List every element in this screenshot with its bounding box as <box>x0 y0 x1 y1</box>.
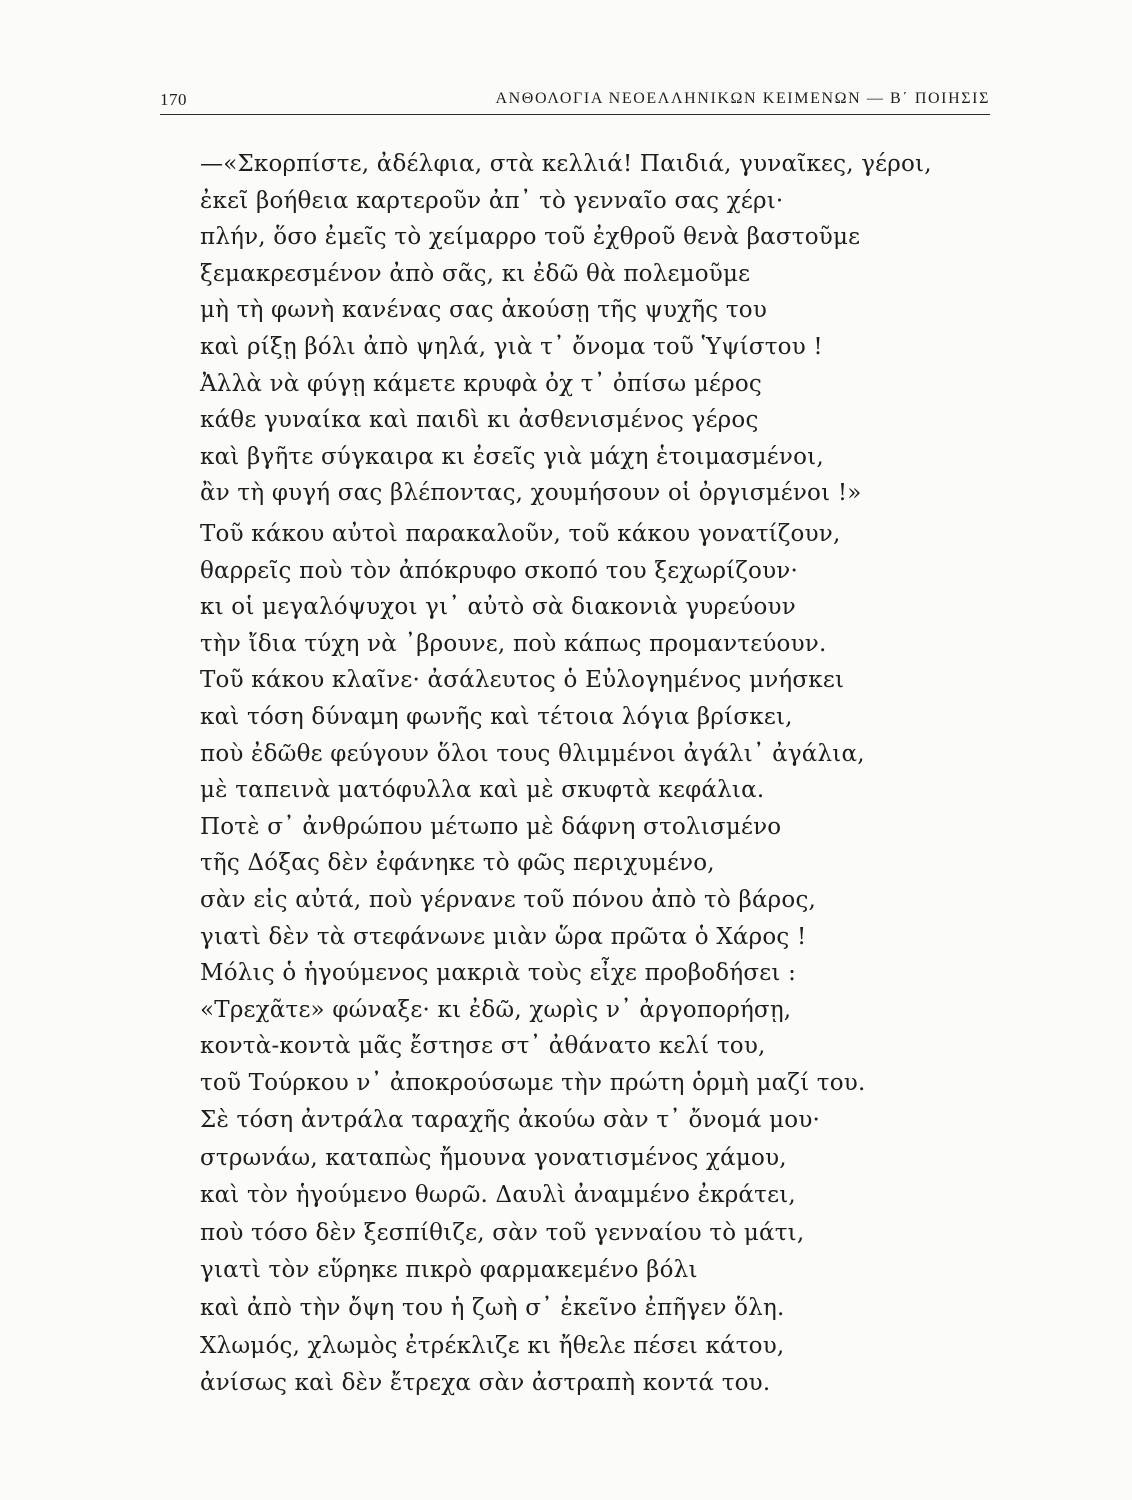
page-number: 170 <box>160 90 187 109</box>
poem-line: Τοῦ κάκου κλαῖνε· ἀσάλευτος ὁ Εὐλογημένος μνήσκει <box>200 667 845 694</box>
poem-line: Σὲ τόση ἀντράλα ταραχῆς ἀκούω σὰν τ᾿ ὄνομά μου· <box>200 1107 821 1133</box>
page-header <box>160 86 990 115</box>
stanza-2 <box>200 516 920 1102</box>
poem-line: καὶ ἀπὸ τὴν ὄψη του ἡ ζωὴ σ᾿ ἐκεῖνο ἐπῆγεν ὅλη. <box>200 1294 785 1321</box>
poem-line: Ἀλλὰ νὰ φύγῃ κάμετε κρυφὰ ὀχ τ᾿ ὀπίσω μέρος <box>200 370 762 397</box>
poem-line: τὴν ἴδια τύχη νὰ ᾿βρουνε, ποὺ κάπως προμαντεύουν. <box>200 630 827 657</box>
poem-line: ἀνίσως καὶ δὲν ἔτρεχα σὰν ἀστραπὴ κοντά του. <box>200 1370 771 1397</box>
poem-line: ἂν τὴ φυγή σας βλέποντας, χουμήσουν οἱ ὀργισμένοι !» <box>200 480 862 507</box>
poem-line: καὶ τόση δύναμη φωνῆς καὶ τέτοια λόγια βρίσκει, <box>200 703 793 730</box>
poem-line: Μόλις ὁ ἡγούμενος μακριὰ τοὺς εἶχε προβοδήσει : <box>200 960 797 987</box>
poem-line: σὰν εἰς αὐτά, ποὺ γέρνανε τοῦ πόνου ἀπὸ τὸ βάρος, <box>200 886 817 913</box>
poem-line: ποὺ ἐδῶθε φεύγουν ὅλοι τους θλιμμένοι ἀγάλι᾿ ἀγάλια, <box>200 740 865 767</box>
poem-line: Ποτὲ σ᾿ ἀνθρώπου μέτωπο μὲ δάφνη στολισμένο <box>200 813 782 840</box>
poem-line: —«Σκορπίστε, ἀδέλφια, στὰ κελλιά! Παιδιά, γυναῖκες, γέροι, <box>200 151 932 177</box>
stanza-1 <box>200 146 932 512</box>
poem-line: στρωνάω, καταπὼς ἤμουνα γονατισμένος χάμου, <box>200 1144 787 1171</box>
poem-line: τοῦ Τούρκου ν᾿ ἀποκρούσωμε τὴν πρώτη ὁρμὴ μαζί του. <box>200 1069 866 1096</box>
poem-line: Τοῦ κάκου αὐτοὶ παρακαλοῦν, τοῦ κάκου γονατίζουν, <box>200 521 841 547</box>
poem-line: θαρρεῖς ποὺ τὸν ἀπόκρυφο σκοπό του ξεχωρίζουν· <box>200 557 798 584</box>
poem-line: «Τρεχᾶτε» φώναξε· κι ἐδῶ, χωρὶς ν᾿ ἀργοπορήσῃ, <box>200 996 792 1023</box>
poem-line: καὶ ρίξῃ βόλι ἀπὸ ψηλά, γιὰ τ᾿ ὄνομα τοῦ Ὑψίστου ! <box>200 333 823 360</box>
poem-line: καὶ τὸν ἡγούμενο θωρῶ. Δαυλὶ ἀναμμένο ἐκράτει, <box>200 1182 796 1209</box>
poem-line: κάθε γυναίκα καὶ παιδὶ κι ἀσθενισμένος γέρος <box>200 407 759 434</box>
poem-line: πλήν, ὅσο ἐμεῖς τὸ χείμαρρο τοῦ ἐχθροῦ θενὰ βαστοῦμε <box>200 224 861 251</box>
running-head: ΑΝΘΟΛΟΓΙΑ ΝΕΟΕΛΛΗΝΙΚΩΝ ΚΕΙΜΕΝΩΝ — Β΄ ΠΟΙΗΣΙΣ <box>495 90 990 107</box>
poem-line: τῆς Δόξας δὲν ἐφάνηκε τὸ φῶς περιχυμένο, <box>200 850 715 877</box>
stanza-3 <box>200 1102 920 1403</box>
poem-line: κοντὰ-κοντὰ μᾶς ἔστησε στ᾿ ἀθάνατο κελί του, <box>200 1033 766 1060</box>
poem-line: ποὺ τόσο δὲν ξεσπίθιζε, σὰν τοῦ γενναίου τὸ μάτι, <box>200 1219 805 1246</box>
poem-line: γιατὶ δὲν τὰ στεφάνωνε μιὰν ὥρα πρῶτα ὁ Χάρος ! <box>200 923 807 950</box>
poem-line: ξεμακρεσμένον ἀπὸ σᾶς, κι ἐδῶ θὰ πολεμοῦμε <box>200 260 751 287</box>
poem-line: μὲ ταπεινὰ ματόφυλλα καὶ μὲ σκυφτὰ κεφάλια. <box>200 777 765 804</box>
poem-line: καὶ βγῆτε σύγκαιρα κι ἐσεῖς γιὰ μάχη ἑτοιμασμένοι, <box>200 443 824 470</box>
poem-line: Χλωμός, χλωμὸς ἐτρέκλιζε κι ἤθελε πέσει κάτου, <box>200 1332 785 1359</box>
poem-line: κι οἱ μεγαλόψυχοι γι᾿ αὐτὸ σὰ διακονιὰ γυρεύουν <box>200 594 796 621</box>
poem-line: ἐκεῖ βοήθεια καρτεροῦν ἀπ᾿ τὸ γενναῖο σας χέρι· <box>200 187 784 214</box>
poem-line: μὴ τὴ φωνὴ κανένας σας ἀκούσῃ τῆς ψυχῆς του <box>200 297 768 324</box>
poem-line: γιατὶ τὸν εὕρηκε πικρὸ φαρμακεμένο βόλι <box>200 1257 698 1284</box>
